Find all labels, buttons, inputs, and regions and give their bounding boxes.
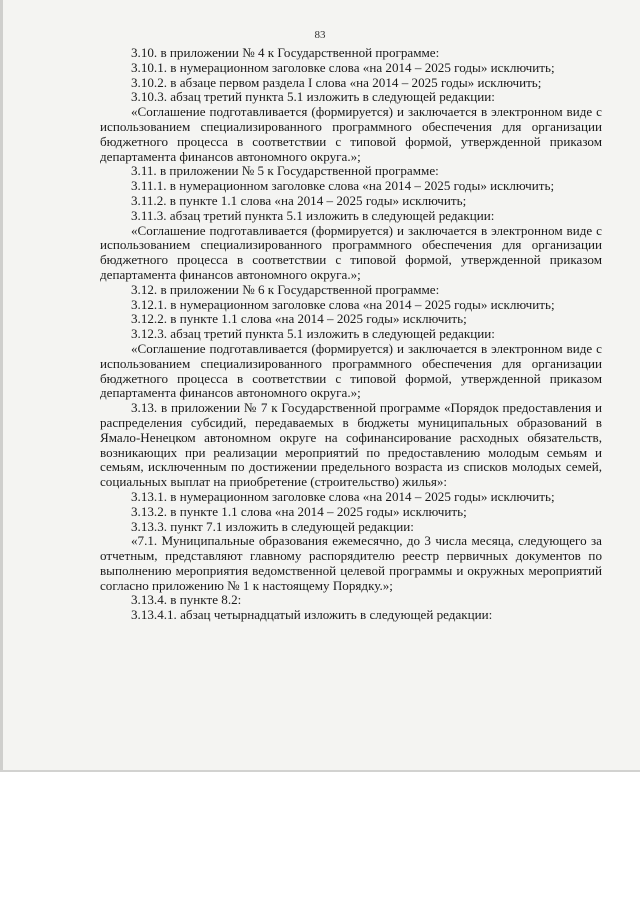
paragraph-3-11-1: 3.11.1. в нумерационном заголовке слова «на 2014 – 2025 годы» исключить; [131,178,555,194]
paragraph-3-13-3: 3.13.3. пункт 7.1 изложить в следующей редакции: [131,518,414,534]
paragraph-3-11: 3.11. в приложении № 5 к Государственной программе: [131,163,439,179]
paragraph-3-10: 3.10. в приложении № 4 к Государственной программе: [131,45,440,60]
paragraph-3-13-2: 3.13.2. в пункте 1.1 слова «на 2014 – 2025 годы» исключить; [131,503,467,519]
paragraph-3-10-3: 3.10.3. абзац третий пункта 5.1 изложить в следующей редакции: [131,89,495,105]
paragraph-3-12-3: 3.12.3. абзац третий пункта 5.1 изложить в следующей редакции: [131,326,495,342]
quote-agreement-3: «Соглашение подготавливается (формируется) и заключается в электронном виде с использованием специализированного программного обеспечения для организации бюджетного процесса в соответствии с типовой формой, утвержденной приказом департамента финансов автономного округа.»; [100,340,602,401]
paragraph-3-13-1: 3.13.1. в нумерационном заголовке слова «на 2014 – 2025 годы» исключить; [131,488,555,504]
quote-agreement-1: «Соглашение подготавливается (формируется) и заключается в электронном виде с использованием специализированного программного обеспечения для организации бюджетного процесса в соответствии с типовой формой, утвержденной приказом департамента финансов автономного округа.»; [100,104,602,164]
paragraph-3-13: 3.13. в приложении № 7 к Государственной программе «Порядок предоставления и распределения субсидий, передаваемых в бюджеты муниципальных образований в Ямало-Ненецком автономном округе на софинансирование расходных обязательств, возникающих при реализации мероприятий по предоставлению молодым семьям и семьям, исключенным по достижении предельного возраста из списков молодых семей, социальных выплат на приобретение (строительство) жилья»: [100,400,602,490]
paragraph-3-12: 3.12. в приложении № 6 к Государственной программе: [131,281,440,297]
page-number: 83 [314,29,326,41]
paragraph-3-10-1: 3.10.1. в нумерационном заголовке слова «на 2014 – 2025 годы» исключить; [131,59,555,75]
quote-point-7-1: «7.1. Муниципальные образования ежемесячно, до 3 числа месяца, следующего за отчетным, представляют главному распорядителю реестр первичных документов по выполнению мероприятия ведомственной целевой программы и окружных мероприятий согласно приложению № 1 к настоящему Порядку.»; [100,533,602,593]
paragraph-3-12-2: 3.12.2. в пункте 1.1 слова «на 2014 – 2025 годы» исключить; [131,311,467,327]
paragraph-3-13-4: 3.13.4. в пункте 8.2: [131,592,242,608]
paragraph-3-13-4-1: 3.13.4.1. абзац четырнадцатый изложить в следующей редакции: [131,607,493,623]
paragraph-3-11-2: 3.11.2. в пункте 1.1 слова «на 2014 – 2025 годы» исключить; [131,192,467,208]
document-body [100,46,602,623]
paragraph-3-12-1: 3.12.1. в нумерационном заголовке слова «на 2014 – 2025 годы» исключить; [131,296,555,312]
paragraph-3-10-2: 3.10.2. в абзаце первом раздела I слова «на 2014 – 2025 годы» исключить; [131,74,542,90]
scan-edge-shadow [0,0,3,770]
paragraph-3-11-3: 3.11.3. абзац третий пункта 5.1 изложить в следующей редакции: [131,207,495,223]
quote-agreement-2: «Соглашение подготавливается (формируется) и заключается в электронном виде с использованием специализированного программного обеспечения для организации бюджетного процесса в соответствии с типовой формой, утвержденной приказом департамента финансов автономного округа.»; [100,222,602,282]
